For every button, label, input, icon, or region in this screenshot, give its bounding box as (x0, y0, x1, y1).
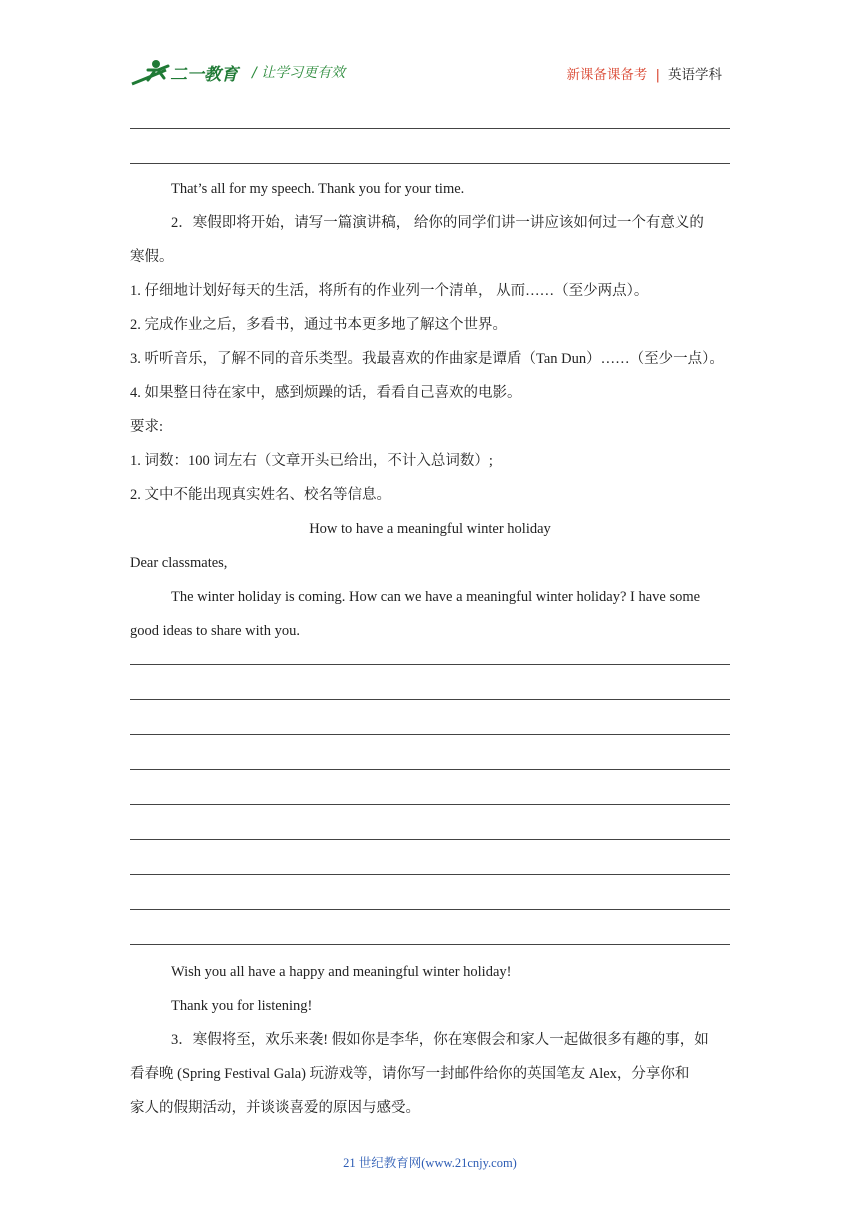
point-item: 3. 听听音乐，了解不同的音乐类型。我最喜欢的作曲家是谭盾（Tan Dun）……（至少一点）。 (130, 351, 724, 367)
point-item: 1. 仔细地计划好每天的生活，将所有的作业列一个清单， 从而……（至少两点）。 (130, 283, 649, 299)
page-header (0, 0, 860, 100)
header-separator: | (655, 67, 660, 83)
answer-line (130, 699, 730, 700)
task2-line: 2．寒假即将开始，请写一篇演讲稿， 给你的同学们讲一讲应该如何过一个有意义的 (171, 215, 704, 231)
intro-line: good ideas to share with you. (130, 623, 300, 639)
answer-line (130, 944, 730, 945)
slogan-text: 让学习更有效 (261, 65, 346, 81)
logo-text: 二一教育 (170, 65, 238, 85)
wish-line: Wish you all have a happy and meaningful winter holiday! (171, 964, 512, 980)
answer-line (130, 839, 730, 840)
answer-line (130, 664, 730, 665)
answer-line (130, 909, 730, 910)
answer-line (130, 804, 730, 805)
answer-line (130, 874, 730, 875)
intro-line: The winter holiday is coming. How can we have a meaningful winter holiday? I have some (171, 589, 701, 605)
task3-line: 看春晚 (Spring Festival Gala) 玩游戏等，请你写一封邮件给你的英国笔友 Alex，分享你和 (130, 1066, 690, 1082)
document-body (130, 112, 730, 1125)
header-subject: 英语学科 (668, 67, 722, 83)
answer-line (130, 128, 730, 129)
page-footer: 21 世纪教育网(www.21cnjy.com) (343, 1156, 517, 1170)
essay-title: How to have a meaningful winter holiday (309, 521, 551, 537)
point-item: 4. 如果整日待在家中，感到烦躁的话，看看自己喜欢的电影。 (130, 385, 522, 401)
answer-line (130, 163, 730, 164)
requirements-title: 要求: (130, 419, 164, 435)
header-label: 新课备课备考 (566, 67, 648, 83)
closing-line: That’s all for my speech. Thank you for your time. (171, 181, 465, 197)
greeting: Dear classmates, (130, 555, 228, 571)
task3-line: 3．寒假将至，欢乐来袭! 假如你是李华，你在寒假会和家人一起做很多有趣的事，如 (171, 1032, 709, 1048)
answer-line (130, 769, 730, 770)
task2-line: 寒假。 (130, 249, 174, 265)
point-item: 2. 完成作业之后，多看书，通过书本更多地了解这个世界。 (130, 317, 507, 333)
task3-line: 家人的假期活动，并谈谈喜爱的原因与感受。 (130, 1100, 420, 1116)
requirement-item: 1. 词数：100 词左右（文章开头已给出，不计入总词数）; (130, 453, 493, 469)
requirement-item: 2. 文中不能出现真实姓名、校名等信息。 (130, 487, 391, 503)
header-right (566, 63, 722, 83)
answer-line (130, 734, 730, 735)
thanks-line: Thank you for listening! (171, 998, 313, 1014)
slogan: / 让学习更有效 (252, 65, 346, 81)
